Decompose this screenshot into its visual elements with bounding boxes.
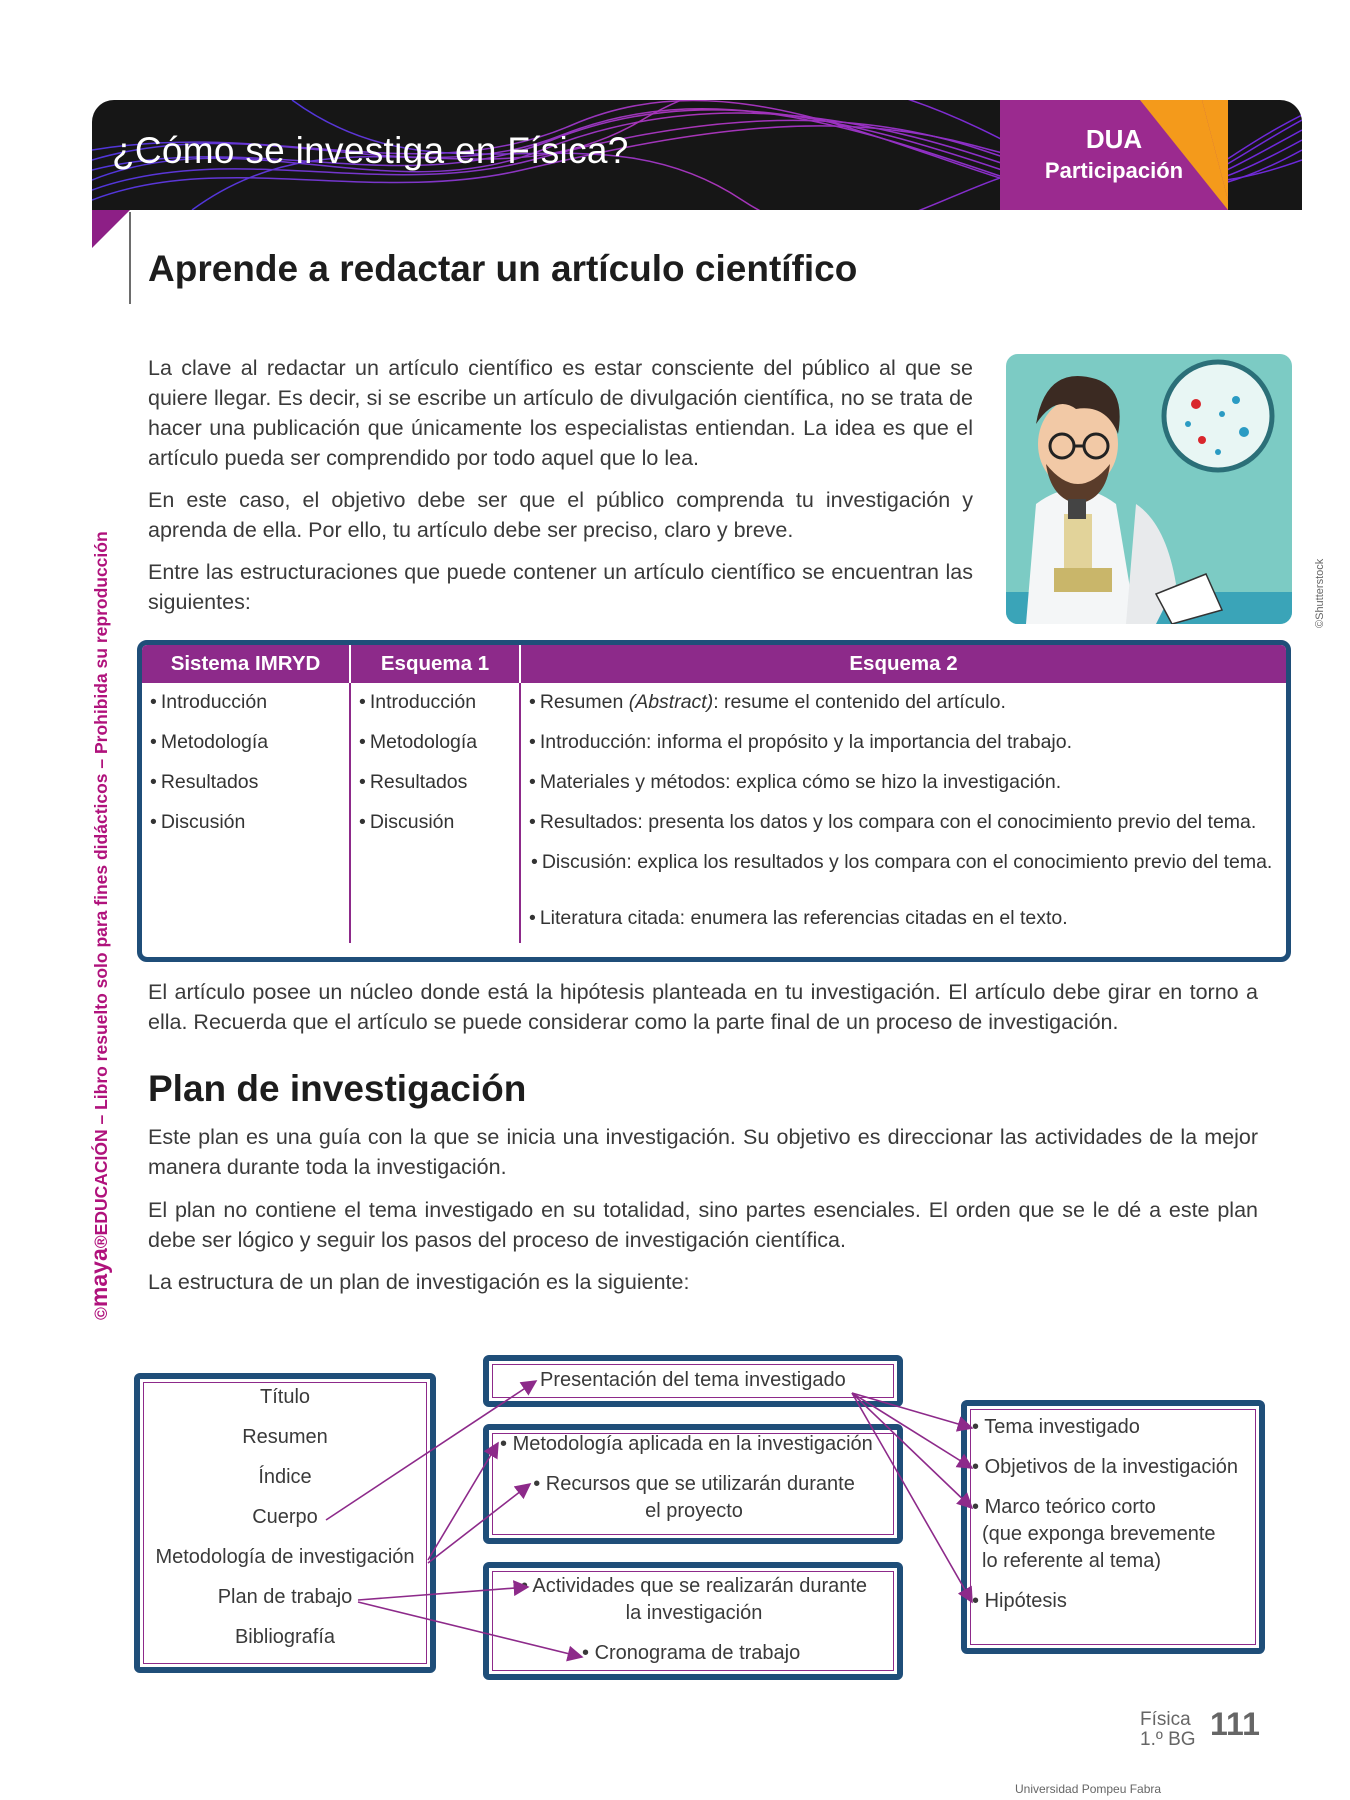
methodology-item: • Metodología aplicada en la investigación [500, 1433, 873, 1455]
activities-item: • Actividades que se realizarán durante [520, 1575, 868, 1597]
presentation-label: Presentación del tema investigado [540, 1369, 846, 1391]
activities-item-line2: la investigación [625, 1602, 763, 1624]
side-notice: EDUCACIÓN – Libro resuelto solo para fines didácticos – Prohibida su reproducción [91, 531, 111, 1236]
plan-paragraph-3: La estructura de un plan de investigación es la siguiente: [148, 1270, 690, 1294]
table-header: Esquema 1 [350, 645, 520, 683]
footer-university: Universidad Pompeu Fabra [1015, 1782, 1162, 1796]
schedule-item: • Cronograma de trabajo [582, 1642, 801, 1664]
registered-symbol: ® [91, 1235, 111, 1249]
list-item: • Resultados [359, 771, 468, 793]
paragraph-2: En este caso, el objetivo debe ser que el público comprenda tu investigación y aprenda de ella. Por ello, tu artículo debe ser preciso, claro y breve. [148, 488, 973, 542]
detail-item: • Marco teórico corto [972, 1496, 1156, 1518]
list-item: • Materiales y métodos: explica cómo se hizo la investigación. [529, 771, 1062, 793]
structure-item: Bibliografía [234, 1626, 336, 1648]
structure-item: Plan de trabajo [217, 1586, 353, 1608]
list-item: • Introducción [150, 691, 268, 713]
page-number: 111 [1210, 1706, 1260, 1742]
structure-item: Resumen [242, 1426, 328, 1448]
resources-item-line2: el proyecto [645, 1500, 743, 1522]
detail-item: • Objetivos de la investigación [972, 1456, 1239, 1478]
dua-subtitle: Participación [1044, 158, 1184, 183]
plan-heading: Plan de investigación [148, 1068, 527, 1109]
plan-paragraph-1: Este plan es una guía con la que se inicia una investigación. Su objetivo es direccionar las actividades de la mejor manera durante toda la investigación. [148, 1125, 1258, 1179]
footer-subject: Física 1.º BG [1140, 1709, 1196, 1750]
dua-title: DUA [1085, 124, 1143, 154]
banner-title: ¿Cómo se investiga en Física? [112, 130, 629, 171]
plan-paragraph-2: El plan no contiene el tema investigado en su totalidad, sino partes esenciales. El orden que se le dé a este plan debe ser lógico y seguir los pasos del proceso de investigación científica. [148, 1198, 1258, 1252]
section-heading: Aprende a redactar un artículo científico [148, 248, 858, 289]
list-item: • Literatura citada: enumera las referencias citadas en el texto. [529, 907, 1068, 929]
paragraph-3: Entre las estructuraciones que puede contener un artículo científico se encuentran las siguientes: [148, 560, 973, 614]
list-item: • Discusión [359, 811, 455, 833]
list-item: • Resultados: presenta los datos y los compara con el conocimiento previo del tema. [529, 811, 1257, 833]
maya-logo: maya [86, 1248, 112, 1308]
list-item: • Metodología [359, 731, 478, 753]
detail-item-line2: (que exponga brevemente [982, 1523, 1216, 1545]
list-item: • Resultados [150, 771, 259, 793]
table-header: Sistema IMRYD [142, 645, 350, 683]
list-item: • Discusión [150, 811, 246, 833]
detail-item: • Hipótesis [972, 1590, 1067, 1612]
list-item: • Introducción [359, 691, 477, 713]
list-item: • Discusión: explica los resultados y los compara con el conocimiento previo del tema. [531, 851, 1273, 873]
image-credit: ©Shutterstock [1314, 558, 1326, 628]
structure-item: Título [259, 1386, 311, 1408]
paragraph-1: La clave al redactar un artículo científico es estar consciente del público al que se quiere llegar. Es decir, si se escribe un artículo de divulgación científica, no se trata de hacer una publicación que únicamente los especialistas entiendan. La idea es que el artículo pueda ser comprendido por todo aquel que lo lea. [148, 356, 973, 470]
list-item: • Metodología [150, 731, 269, 753]
list-item: • Introducción: informa el propósito y la importancia del trabajo. [529, 731, 1073, 753]
list-item: • Resumen (Abstract): resume el contenido del artículo. [529, 691, 1006, 713]
structure-item: Cuerpo [252, 1506, 318, 1528]
structure-item: Índice [258, 1466, 312, 1488]
detail-item: • Tema investigado [972, 1416, 1140, 1438]
detail-item-line3: lo referente al tema) [982, 1550, 1161, 1572]
paragraph-4: El artículo posee un núcleo donde está la hipótesis planteada en tu investigación. El artículo debe girar en torno a ella. Recuerda que el artículo se puede considerar como la parte final de un proceso de investigación. [148, 980, 1258, 1034]
structure-item: Metodología de investigación [155, 1546, 415, 1568]
table-header: Esquema 2 [520, 645, 1286, 683]
resources-item: • Recursos que se utilizarán durante [533, 1473, 855, 1495]
copyright-symbol: © [91, 1307, 111, 1320]
